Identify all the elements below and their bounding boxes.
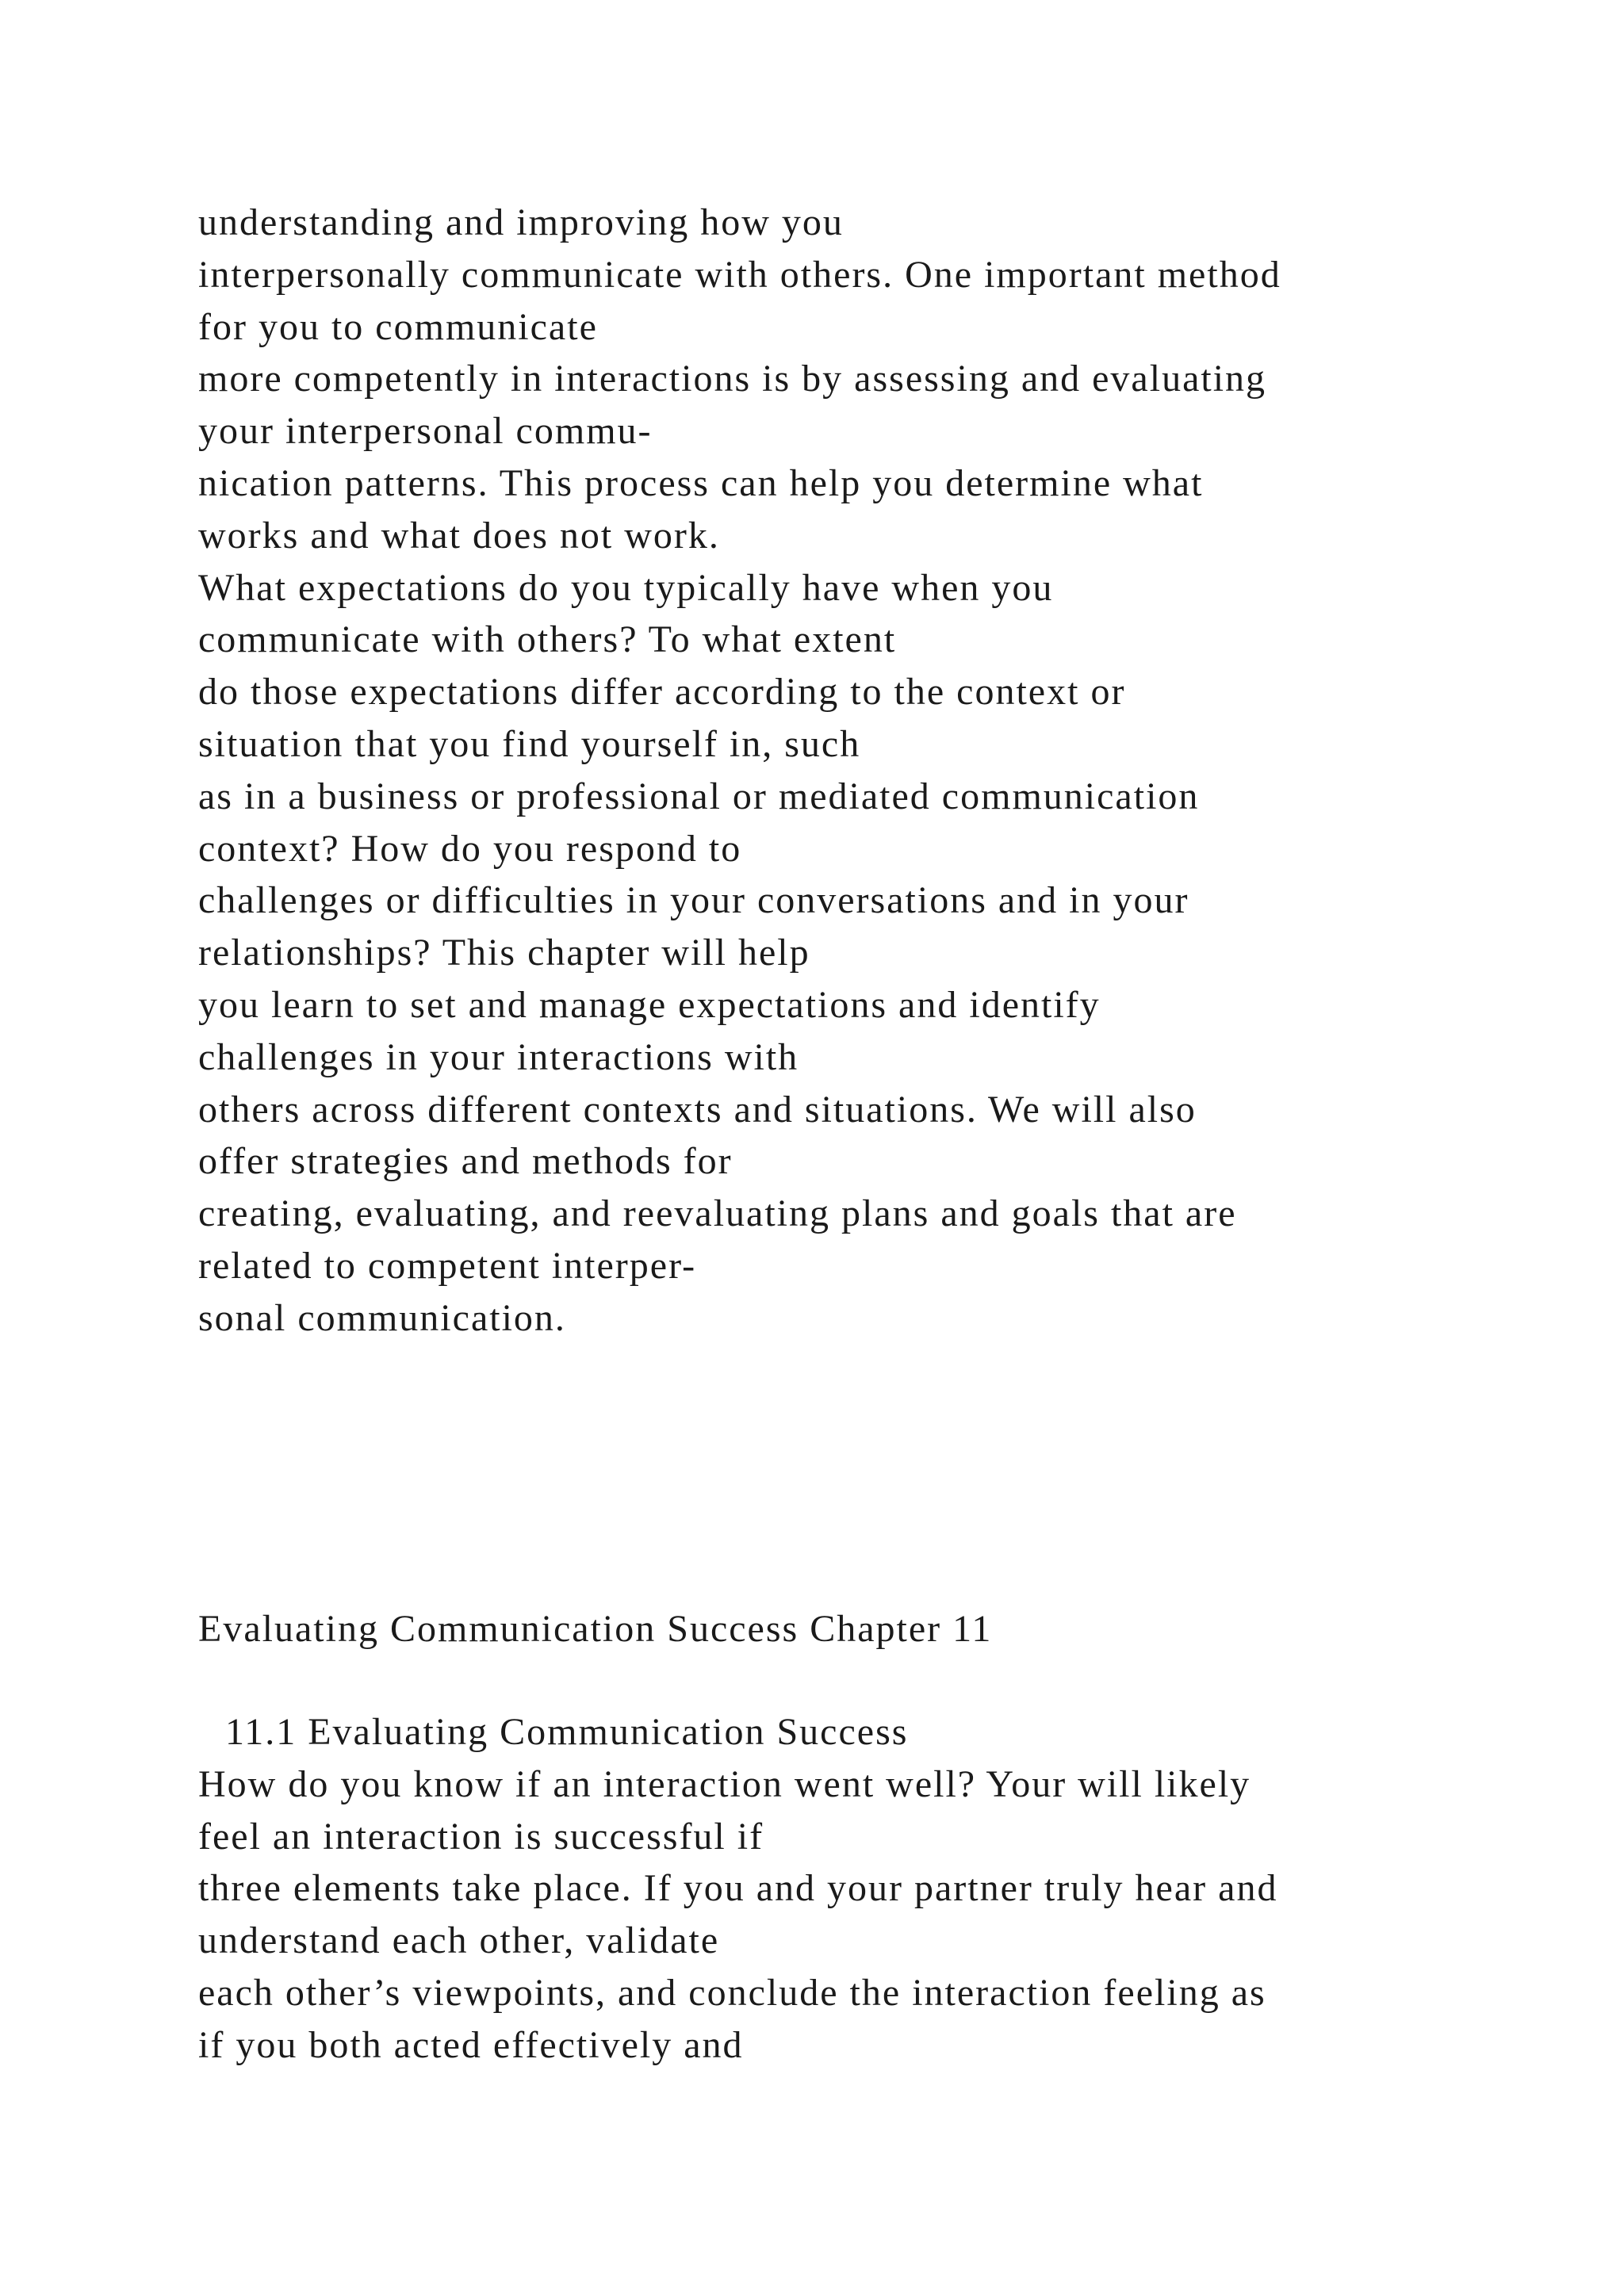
text-line: feel an interaction is successful if bbox=[198, 1815, 764, 1858]
text-line: for you to communicate bbox=[198, 305, 598, 348]
intro-paragraph bbox=[198, 197, 1281, 1345]
text-line: your interpersonal commu- bbox=[198, 410, 653, 453]
text-line: works and what does not work. bbox=[198, 514, 720, 557]
text-line: challenges or difficulties in your conversations and in your bbox=[198, 879, 1189, 922]
text-line: challenges in your interactions with bbox=[198, 1035, 799, 1078]
section-title: 11.1 Evaluating Communication Success bbox=[225, 1711, 909, 1753]
text-line: communicate with others? To what extent bbox=[198, 618, 897, 661]
text-line: as in a business or professional or mediated communication bbox=[198, 775, 1200, 817]
text-line: understanding and improving how you bbox=[198, 201, 844, 243]
text-line: do those expectations differ according to the context or bbox=[198, 671, 1126, 714]
text-line: interpersonally communicate with others. One important method bbox=[198, 253, 1281, 296]
text-line: situation that you find yourself in, such bbox=[198, 722, 861, 765]
text-line: you learn to set and manage expectations and identify bbox=[198, 983, 1101, 1026]
text-line: context? How do you respond to bbox=[198, 827, 742, 870]
section-block bbox=[198, 1706, 1277, 2072]
text-line: How do you know if an interaction went well? Your will likely bbox=[198, 1762, 1251, 1805]
text-line: others across different contexts and situations. We will also bbox=[198, 1088, 1197, 1131]
text-line: more competently in interactions is by assessing and evaluating bbox=[198, 358, 1267, 400]
text-line: three elements take place. If you and your partner truly hear and bbox=[198, 1867, 1278, 1910]
text-line: offer strategies and methods for bbox=[198, 1140, 733, 1183]
text-line: sonal communication. bbox=[198, 1296, 566, 1339]
chapter-heading-block bbox=[198, 1603, 992, 1655]
text-line: each other’s viewpoints, and conclude the interaction feeling as bbox=[198, 1971, 1266, 2014]
text-line: if you both acted effectively and bbox=[198, 2023, 744, 2066]
text-line: nication patterns. This process can help you determine what bbox=[198, 461, 1204, 504]
text-line: creating, evaluating, and reevaluating plans and goals that are bbox=[198, 1192, 1237, 1235]
text-line: related to competent interper- bbox=[198, 1244, 697, 1287]
text-line: relationships? This chapter will help bbox=[198, 932, 810, 974]
chapter-heading: Evaluating Communication Success Chapter 11 bbox=[198, 1608, 993, 1650]
text-line: understand each other, validate bbox=[198, 1919, 720, 1962]
text-line: What expectations do you typically have when you bbox=[198, 566, 1054, 609]
